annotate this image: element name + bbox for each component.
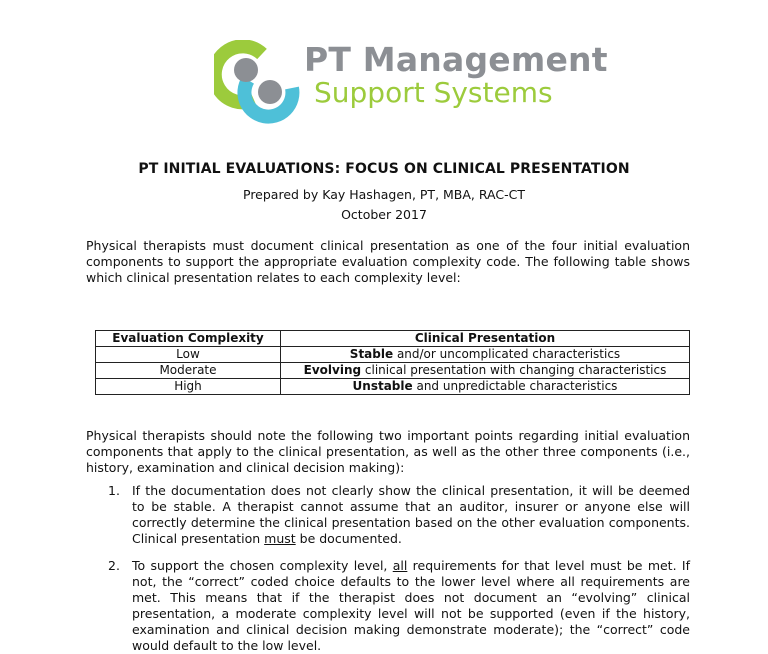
document-title: PT INITIAL EVALUATIONS: FOCUS ON CLINICAL PRESENTATION xyxy=(138,161,630,177)
list-text xyxy=(132,483,690,547)
date-line: October 2017 xyxy=(341,207,427,222)
column-header: Clinical Presentation xyxy=(281,331,690,347)
company-logo xyxy=(214,40,608,125)
list-number: 2. xyxy=(108,558,120,573)
complexity-cell: Low xyxy=(96,347,281,363)
intro-paragraph: Physical therapists must document clinical presentation as one of the four initial evaluation components to support the appropriate evaluation complexity code. The following table shows which clinical presentation relates to each complexity level: xyxy=(86,238,690,285)
list-item xyxy=(108,558,690,654)
complexity-cell: Moderate xyxy=(96,363,281,379)
presentation-keyword: Evolving xyxy=(303,363,362,377)
presentation-text: clinical presentation with changing characteristics xyxy=(361,363,667,377)
logo-text-line2: Support Systems xyxy=(314,76,553,109)
table-row xyxy=(96,347,690,363)
points-intro-paragraph: Physical therapists should note the following two important points regarding initial evaluation components that apply to the clinical presentation, as well as the other three components (i.e., history, examination and clinical decision making): xyxy=(86,428,690,475)
presentation-cell xyxy=(281,379,690,395)
complexity-table xyxy=(95,330,690,395)
table-row xyxy=(96,363,690,379)
list-emphasis: must xyxy=(264,531,296,546)
logo-text-line1: PT Management xyxy=(304,40,608,79)
table-header-row xyxy=(96,331,690,347)
list-item xyxy=(108,483,690,547)
list-text-part: If the documentation does not clearly show the clinical presentation, it will be deemed to be stable. A therapist cannot assume that an auditor, insurer or anyone else will correctly determine the clinical presentation based on the other evaluation components. Clinical presentation xyxy=(132,483,690,546)
author-line: Prepared by Kay Hashagen, PT, MBA, RAC-CT xyxy=(243,187,525,202)
table-row xyxy=(96,379,690,395)
presentation-cell xyxy=(281,363,690,379)
presentation-keyword: Unstable xyxy=(352,379,413,393)
list-text-part: To support the chosen complexity level, xyxy=(132,558,393,573)
list-text xyxy=(132,558,690,654)
list-number: 1. xyxy=(108,483,120,498)
complexity-cell: High xyxy=(96,379,281,395)
list-text-part: be documented. xyxy=(295,531,402,546)
logo-circles-icon xyxy=(214,40,304,125)
list-text-part: requirements for that level must be met. If not, the “correct” coded choice defaults to the lower level where all requirements are met. This means that if the therapist does not document an “evolving” clinical presentation, a moderate complexity level will not be supported (even if the history, examination and clinical decision making demonstrate moderate); the “correct” code would default to the low level. xyxy=(132,558,690,653)
presentation-text: and unpredictable characteristics xyxy=(412,379,618,393)
presentation-cell xyxy=(281,347,690,363)
presentation-text: and/or uncomplicated characteristics xyxy=(393,347,621,361)
list-emphasis: all xyxy=(392,558,408,573)
column-header: Evaluation Complexity xyxy=(96,331,281,347)
presentation-keyword: Stable xyxy=(349,347,394,361)
